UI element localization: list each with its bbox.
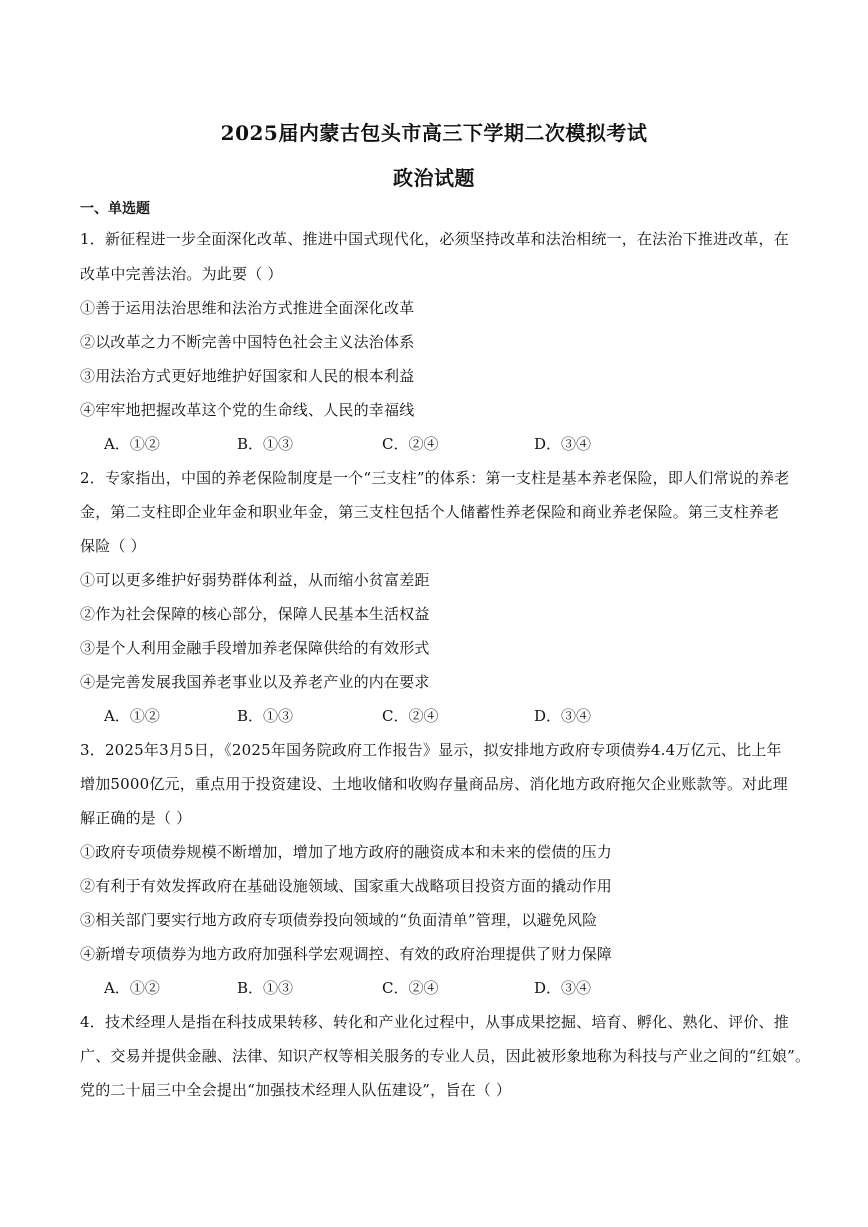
q1-stem-line-1: 1．新征程进一步全面深化改革、推进中国式现代化，必须坚持改革和法治相统一，在法治下推进改革，在 xyxy=(80,230,789,248)
q3-option-a[interactable]: A．①② xyxy=(104,979,160,997)
section-heading: 一、单选题 xyxy=(80,201,150,217)
q2-option-a[interactable]: A．①② xyxy=(104,707,160,725)
q1-option-c[interactable]: C．②④ xyxy=(382,435,439,453)
q2-item-3: ③是个人利用金融手段增加养老保障供给的有效形式 xyxy=(80,639,430,657)
q3-stem-line-3: 解正确的是（ ） xyxy=(80,809,192,827)
q1-option-a[interactable]: A．①② xyxy=(104,435,160,453)
q3-item-1: ①政府专项债券规模不断增加，增加了地方政府的融资成本和未来的偿债的压力 xyxy=(80,843,613,861)
q3-stem-line-2: 增加5000亿元，重点用于投资建设、土地收储和收购存量商品房、消化地方政府拖欠企业账款等。对此理 xyxy=(80,775,788,793)
q1-item-3: ③用法治方式更好地维护好国家和人民的根本利益 xyxy=(80,367,415,385)
exam-title: 2025届内蒙古包头市高三下学期二次模拟考试 xyxy=(220,121,648,145)
exam-subject: 政治试题 xyxy=(393,166,475,190)
q1-item-2: ②以改革之力不断完善中国特色社会主义法治体系 xyxy=(80,333,415,351)
q1-item-1: ①善于运用法治思维和法治方式推进全面深化改革 xyxy=(80,299,415,317)
q1-item-4: ④牢牢地把握改革这个党的生命线、人民的幸福线 xyxy=(80,401,415,419)
q2-stem-line-1: 2．专家指出，中国的养老保险制度是一个“三支柱”的体系：第一支柱是基本养老保险，即人们常说的养老 xyxy=(80,469,790,487)
q3-stem-line-1: 3．2025年3月5日，《2025年国务院政府工作报告》显示，拟安排地方政府专项债券4.4万亿元、比上年 xyxy=(80,741,782,759)
q2-stem-line-3: 保险（ ） xyxy=(80,537,146,555)
q1-option-b[interactable]: B．①③ xyxy=(237,435,294,453)
q2-stem-line-2: 金，第二支柱即企业年金和职业年金，第三支柱包括个人储蓄性养老保险和商业养老保险。第三支柱养老 xyxy=(80,503,780,521)
q2-option-d[interactable]: D．③④ xyxy=(534,707,592,725)
q3-option-c[interactable]: C．②④ xyxy=(382,979,439,997)
q4-stem-line-1: 4．技术经理人是指在科技成果转移、转化和产业化过程中，从事成果挖掘、培育、孵化、熟化、评价、推 xyxy=(80,1013,789,1031)
q1-option-d[interactable]: D．③④ xyxy=(534,435,592,453)
q2-item-1: ①可以更多维护好弱势群体利益，从而缩小贫富差距 xyxy=(80,571,430,589)
q3-item-2: ②有利于有效发挥政府在基础设施领域、国家重大战略项目投资方面的撬动作用 xyxy=(80,877,613,895)
q2-option-c[interactable]: C．②④ xyxy=(382,707,439,725)
q2-option-b[interactable]: B．①③ xyxy=(237,707,294,725)
q1-stem-line-2: 改革中完善法治。为此要（ ） xyxy=(80,265,283,283)
q4-stem-line-3: 党的二十届三中全会提出“加强技术经理人队伍建设”，旨在（ ） xyxy=(80,1081,512,1099)
q2-item-2: ②作为社会保障的核心部分，保障人民基本生活权益 xyxy=(80,605,430,623)
q3-item-3: ③相关部门要实行地方政府专项债券投向领域的“负面清单”管理，以避免风险 xyxy=(80,911,598,929)
q2-item-4: ④是完善发展我国养老事业以及养老产业的内在要求 xyxy=(80,673,430,691)
q3-option-b[interactable]: B．①③ xyxy=(237,979,294,997)
q3-option-d[interactable]: D．③④ xyxy=(534,979,592,997)
q4-stem-line-2: 广、交易并提供金融、法律、知识产权等相关服务的专业人员，因此被形象地称为科技与产业之间的“红娘”。 xyxy=(80,1047,811,1065)
q3-item-4: ④新增专项债券为地方政府加强科学宏观调控、有效的政府治理提供了财力保障 xyxy=(80,945,613,963)
